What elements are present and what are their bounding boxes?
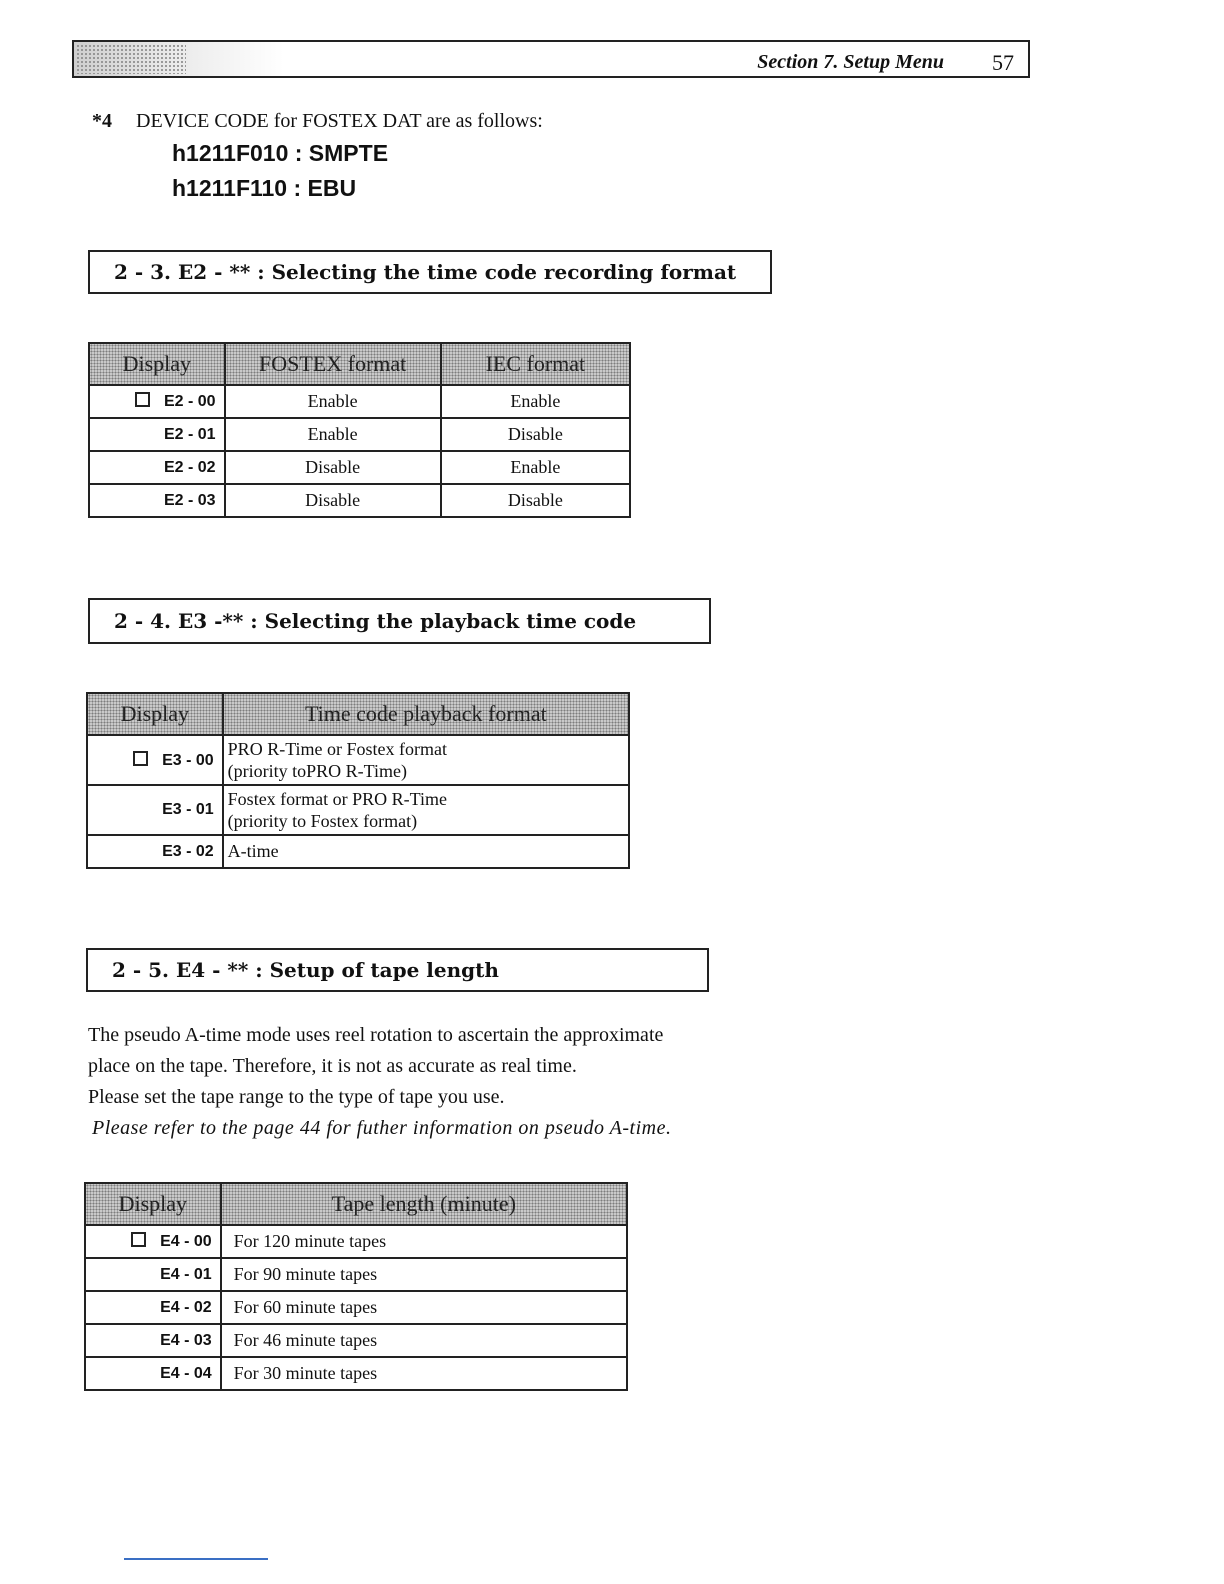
column-header-display: Display	[87, 693, 223, 735]
device-code-smpte: h1211F010 : SMPTE	[172, 140, 389, 166]
display-code: E3 - 00	[162, 751, 214, 769]
format-line-1: PRO R-Time or Fostex format	[227, 739, 448, 759]
display-cell: E2 - 03	[89, 484, 225, 517]
fostex-cell: Disable	[225, 451, 441, 484]
default-checkbox-icon	[135, 392, 150, 407]
tape-desc-cell: For 90 minute tapes	[221, 1258, 627, 1291]
note-marker: *4	[92, 110, 112, 132]
column-header-tape-length: Tape length (minute)	[221, 1183, 627, 1225]
display-cell	[87, 735, 223, 785]
table-row	[85, 1291, 627, 1324]
table-header-row	[89, 343, 630, 385]
e3-playback-table	[86, 692, 630, 869]
tape-desc-cell: For 60 minute tapes	[221, 1291, 627, 1324]
table-row	[87, 835, 629, 868]
section-2-5-heading	[86, 948, 709, 992]
table-row	[85, 1324, 627, 1357]
tape-length-paragraph	[88, 1020, 672, 1144]
table-row	[85, 1258, 627, 1291]
display-cell: E2 - 01	[89, 418, 225, 451]
iec-cell: Enable	[441, 451, 630, 484]
page-number: 57	[992, 50, 1014, 75]
column-header-display: Display	[89, 343, 225, 385]
section-2-3-title: 2 - 3. E2 - ** : Selecting the time code recording format	[114, 260, 737, 284]
table-row	[87, 735, 629, 785]
table-row	[89, 385, 630, 418]
table-header-row	[85, 1183, 627, 1225]
e4-tape-length-table	[84, 1182, 628, 1391]
column-header-display: Display	[85, 1183, 221, 1225]
header-section-title: Section 7. Setup Menu	[757, 51, 944, 73]
display-cell: E3 - 02	[87, 835, 223, 868]
table-row	[89, 418, 630, 451]
iec-cell: Disable	[441, 418, 630, 451]
table-row	[85, 1357, 627, 1390]
page-header	[72, 40, 1030, 78]
column-header-playback-format: Time code playback format	[223, 693, 629, 735]
footer-rule	[124, 1558, 268, 1560]
default-checkbox-icon	[131, 1232, 146, 1247]
display-cell: E2 - 02	[89, 451, 225, 484]
display-cell: E4 - 01	[85, 1258, 221, 1291]
note-text: DEVICE CODE for FOSTEX DAT are as follows:	[136, 110, 543, 132]
header-pattern	[76, 44, 186, 74]
table-row	[89, 451, 630, 484]
format-cell: A-time	[223, 835, 629, 868]
section-2-4-heading	[88, 598, 711, 644]
device-code-note	[92, 110, 543, 133]
fostex-cell: Disable	[225, 484, 441, 517]
display-cell: E3 - 01	[87, 785, 223, 835]
display-cell: E4 - 02	[85, 1291, 221, 1324]
fostex-cell: Enable	[225, 418, 441, 451]
display-cell: E4 - 03	[85, 1324, 221, 1357]
format-cell	[223, 785, 629, 835]
default-checkbox-icon	[133, 751, 148, 766]
display-cell: E4 - 04	[85, 1357, 221, 1390]
paragraph-line: Please set the tape range to the type of tape you use.	[88, 1086, 505, 1108]
display-cell	[89, 385, 225, 418]
iec-cell: Enable	[441, 385, 630, 418]
page-reference-note: Please refer to the page 44 for futher information on pseudo A-time.	[92, 1117, 672, 1139]
column-header-iec: IEC format	[441, 343, 630, 385]
format-line-2: (priority to Fostex format)	[227, 811, 418, 831]
display-code: E4 - 00	[160, 1233, 212, 1250]
section-2-5-title: 2 - 5. E4 - ** : Setup of tape length	[112, 958, 499, 982]
tape-desc-cell: For 120 minute tapes	[221, 1225, 627, 1258]
paragraph-line: place on the tape. Therefore, it is not as accurate as real time.	[88, 1055, 577, 1077]
section-2-3-heading	[88, 250, 772, 294]
table-row	[87, 785, 629, 835]
section-2-4-title: 2 - 4. E3 -** : Selecting the playback time code	[114, 609, 637, 633]
format-line-2: (priority toPRO R-Time)	[227, 761, 408, 781]
column-header-fostex: FOSTEX format	[225, 343, 441, 385]
device-code-ebu: h1211F110 : EBU	[172, 175, 357, 201]
format-line-1: Fostex format or PRO R-Time	[227, 789, 448, 809]
format-cell	[223, 735, 629, 785]
display-code: E2 - 00	[163, 393, 216, 410]
table-row	[85, 1225, 627, 1258]
e2-format-table	[88, 342, 631, 518]
table-row	[89, 484, 630, 517]
display-cell	[85, 1225, 221, 1258]
paragraph-line: The pseudo A-time mode uses reel rotation to ascertain the approximate	[88, 1024, 664, 1046]
tape-desc-cell: For 46 minute tapes	[221, 1324, 627, 1357]
fostex-cell: Enable	[225, 385, 441, 418]
tape-desc-cell: For 30 minute tapes	[221, 1357, 627, 1390]
table-header-row	[87, 693, 629, 735]
iec-cell: Disable	[441, 484, 630, 517]
